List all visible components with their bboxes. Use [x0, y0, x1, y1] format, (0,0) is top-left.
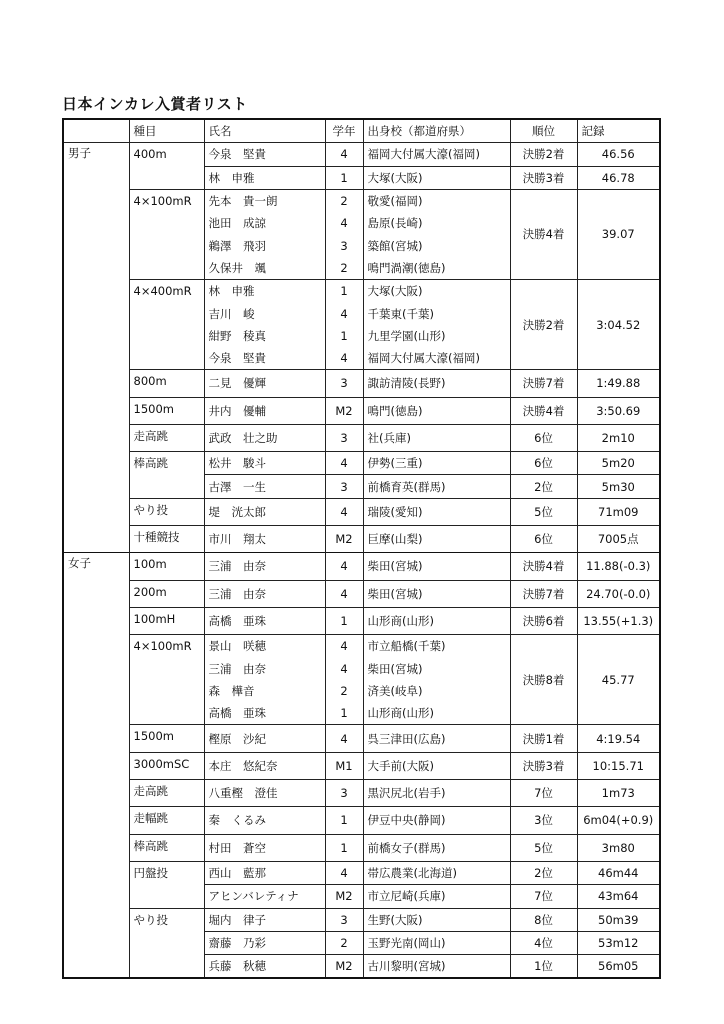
rank-cell: 6位	[510, 452, 577, 475]
event-cell: 3000mSC	[129, 752, 204, 779]
record-cell: 3m80	[577, 834, 660, 861]
record-cell: 46.56	[577, 143, 660, 166]
grade-cell: 1	[325, 834, 363, 861]
rank-cell: 4位	[510, 931, 577, 954]
rank-cell: 2位	[510, 861, 577, 884]
record-cell: 43m64	[577, 885, 660, 908]
grade-cell: 4	[325, 861, 363, 884]
grade-cell: 4	[325, 212, 363, 234]
school-cell: 大塚(大阪)	[363, 166, 510, 189]
record-cell: 11.88(-0.3)	[577, 553, 660, 580]
table-row	[63, 834, 660, 861]
grade-cell: 3	[325, 475, 363, 498]
grade-cell: 1	[325, 702, 363, 725]
school-cell: 玉野光南(岡山)	[363, 931, 510, 954]
athlete-name: 二見 優輝	[204, 370, 325, 397]
school-cell: 柴田(宮城)	[363, 658, 510, 680]
event-cell: やり投	[129, 498, 204, 525]
athlete-name: 久保井 颯	[204, 257, 325, 280]
athlete-name: 井内 優輔	[204, 397, 325, 424]
rank-cell: 決勝6着	[510, 607, 577, 634]
event-cell: 1500m	[129, 397, 204, 424]
rank-cell: 決勝4着	[510, 189, 577, 279]
athlete-name: 松井 駿斗	[204, 452, 325, 475]
event-cell: 1500m	[129, 725, 204, 752]
school-cell: 敬愛(福岡)	[363, 189, 510, 212]
school-cell: 瑞陵(愛知)	[363, 498, 510, 525]
athlete-name: 樫原 沙紀	[204, 725, 325, 752]
grade-cell: M2	[325, 526, 363, 553]
school-cell: 福岡大付属大濠(福岡)	[363, 347, 510, 370]
grade-cell: 3	[325, 424, 363, 451]
table-row	[63, 607, 660, 634]
school-cell: 築館(宮城)	[363, 234, 510, 256]
header-row	[63, 119, 660, 143]
rank-cell: 決勝3着	[510, 166, 577, 189]
grade-cell: 4	[325, 553, 363, 580]
grade-cell: 1	[325, 325, 363, 347]
table-row	[63, 424, 660, 451]
event-cell: 棒高跳	[129, 452, 204, 499]
athlete-name: 鵜澤 飛羽	[204, 234, 325, 256]
header-cell: 学年	[325, 119, 363, 143]
athlete-name: 林 申雅	[204, 280, 325, 303]
grade-cell: 2	[325, 189, 363, 212]
athlete-name: 八重樫 澄佳	[204, 780, 325, 807]
school-cell: 前橋育英(群馬)	[363, 475, 510, 498]
rank-cell: 1位	[510, 955, 577, 979]
event-cell: 十種競技	[129, 526, 204, 553]
event-cell: 4×100mR	[129, 189, 204, 279]
record-cell: 39.07	[577, 189, 660, 279]
grade-cell: 4	[325, 498, 363, 525]
athlete-name: 村田 蒼空	[204, 834, 325, 861]
athlete-name: 三浦 由奈	[204, 658, 325, 680]
rank-cell: 決勝2着	[510, 280, 577, 370]
table-row	[63, 189, 660, 212]
school-cell: 鳴門渦潮(徳島)	[363, 257, 510, 280]
table-row	[63, 752, 660, 779]
athlete-name: 本庄 悠紀奈	[204, 752, 325, 779]
athlete-name: 先本 貴一朗	[204, 189, 325, 212]
grade-cell: 4	[325, 143, 363, 166]
record-cell: 13.55(+1.3)	[577, 607, 660, 634]
record-cell: 2m10	[577, 424, 660, 451]
event-cell: やり投	[129, 908, 204, 978]
rank-cell: 決勝1着	[510, 725, 577, 752]
rank-cell: 決勝2着	[510, 143, 577, 166]
grade-cell: M2	[325, 885, 363, 908]
school-cell: 島原(長崎)	[363, 212, 510, 234]
grade-cell: 3	[325, 370, 363, 397]
record-cell: 7005点	[577, 526, 660, 553]
event-cell: 走高跳	[129, 424, 204, 451]
athlete-name: 林 申雅	[204, 166, 325, 189]
school-cell: 呉三津田(広島)	[363, 725, 510, 752]
athlete-name: 今泉 堅貴	[204, 347, 325, 370]
rank-cell: 7位	[510, 885, 577, 908]
school-cell: 市立尼崎(兵庫)	[363, 885, 510, 908]
school-cell: 大塚(大阪)	[363, 280, 510, 303]
event-cell: 200m	[129, 580, 204, 607]
record-cell: 5m20	[577, 452, 660, 475]
school-cell: 千葉東(千葉)	[363, 302, 510, 324]
header-cell	[63, 119, 129, 143]
record-cell: 45.77	[577, 635, 660, 725]
table-row	[63, 498, 660, 525]
school-cell: 黒沢尻北(岩手)	[363, 780, 510, 807]
grade-cell: 4	[325, 580, 363, 607]
rank-cell: 6位	[510, 424, 577, 451]
table-row	[63, 861, 660, 884]
school-cell: 山形商(山形)	[363, 702, 510, 725]
table-row	[63, 553, 660, 580]
record-cell: 5m30	[577, 475, 660, 498]
grade-cell: M1	[325, 752, 363, 779]
athlete-name: 兵藤 秋穂	[204, 955, 325, 979]
gender-cell: 女子	[63, 553, 129, 979]
athlete-name: 武政 壮之助	[204, 424, 325, 451]
record-cell: 3:04.52	[577, 280, 660, 370]
rank-cell: 2位	[510, 475, 577, 498]
grade-cell: 3	[325, 908, 363, 931]
grade-cell: 4	[325, 635, 363, 658]
rank-cell: 決勝3着	[510, 752, 577, 779]
grade-cell: 4	[325, 302, 363, 324]
record-cell: 50m39	[577, 908, 660, 931]
athlete-name: 西山 藍那	[204, 861, 325, 884]
header-cell: 出身校（都道府県）	[363, 119, 510, 143]
grade-cell: 2	[325, 257, 363, 280]
school-cell: 大手前(大阪)	[363, 752, 510, 779]
table-row	[63, 580, 660, 607]
grade-cell: 1	[325, 607, 363, 634]
record-cell: 1m73	[577, 780, 660, 807]
record-cell: 46m44	[577, 861, 660, 884]
athlete-name: 三浦 由奈	[204, 553, 325, 580]
school-cell: 生野(大阪)	[363, 908, 510, 931]
school-cell: 福岡大付属大濠(福岡)	[363, 143, 510, 166]
school-cell: 九里学園(山形)	[363, 325, 510, 347]
event-cell: 4×400mR	[129, 280, 204, 370]
record-cell: 53m12	[577, 931, 660, 954]
table-row	[63, 143, 660, 166]
header-cell: 種目	[129, 119, 204, 143]
table-row	[63, 370, 660, 397]
page-title: 日本インカレ入賞者リスト	[62, 95, 248, 113]
event-cell: 4×100mR	[129, 635, 204, 725]
rank-cell: 決勝4着	[510, 553, 577, 580]
grade-cell: M2	[325, 955, 363, 979]
school-cell: 伊勢(三重)	[363, 452, 510, 475]
event-cell: 100m	[129, 553, 204, 580]
grade-cell: 1	[325, 280, 363, 303]
event-cell: 走高跳	[129, 780, 204, 807]
school-cell: 古川黎明(宮城)	[363, 955, 510, 979]
athlete-name: 高橋 亜珠	[204, 702, 325, 725]
record-cell: 6m04(+0.9)	[577, 807, 660, 834]
header-cell: 氏名	[204, 119, 325, 143]
record-cell: 46.78	[577, 166, 660, 189]
school-cell: 諏訪清陵(長野)	[363, 370, 510, 397]
rank-cell: 決勝7着	[510, 580, 577, 607]
school-cell: 柴田(宮城)	[363, 580, 510, 607]
rank-cell: 決勝8着	[510, 635, 577, 725]
school-cell: 柴田(宮城)	[363, 553, 510, 580]
school-cell: 山形商(山形)	[363, 607, 510, 634]
school-cell: 済美(岐阜)	[363, 680, 510, 702]
athlete-name: 景山 咲穂	[204, 635, 325, 658]
rank-cell: 7位	[510, 780, 577, 807]
grade-cell: 3	[325, 780, 363, 807]
athlete-name: 三浦 由奈	[204, 580, 325, 607]
record-cell: 56m05	[577, 955, 660, 979]
grade-cell: 2	[325, 680, 363, 702]
athlete-name: 秦 くるみ	[204, 807, 325, 834]
athlete-name: 古澤 一生	[204, 475, 325, 498]
gender-cell: 男子	[63, 143, 129, 553]
rank-cell: 3位	[510, 807, 577, 834]
school-cell: 巨摩(山梨)	[363, 526, 510, 553]
event-cell: 走幅跳	[129, 807, 204, 834]
rank-cell: 5位	[510, 834, 577, 861]
school-cell: 帯広農業(北海道)	[363, 861, 510, 884]
school-cell: 前橋女子(群馬)	[363, 834, 510, 861]
table-row	[63, 725, 660, 752]
rank-cell: 8位	[510, 908, 577, 931]
table-row	[63, 526, 660, 553]
grade-cell: 2	[325, 931, 363, 954]
grade-cell: 4	[325, 452, 363, 475]
athlete-name: 池田 成諒	[204, 212, 325, 234]
event-cell: 100mH	[129, 607, 204, 634]
table-row	[63, 780, 660, 807]
record-cell: 24.70(-0.0)	[577, 580, 660, 607]
rank-cell: 6位	[510, 526, 577, 553]
grade-cell: M2	[325, 397, 363, 424]
header-cell: 順位	[510, 119, 577, 143]
event-cell: 400m	[129, 143, 204, 190]
school-cell: 社(兵庫)	[363, 424, 510, 451]
event-cell: 800m	[129, 370, 204, 397]
record-cell: 10:15.71	[577, 752, 660, 779]
school-cell: 伊豆中央(静岡)	[363, 807, 510, 834]
rank-cell: 決勝7着	[510, 370, 577, 397]
table-row	[63, 908, 660, 931]
table-row	[63, 635, 660, 658]
event-cell: 円盤投	[129, 861, 204, 908]
athlete-name: 紺野 稜真	[204, 325, 325, 347]
athlete-name: 今泉 堅貴	[204, 143, 325, 166]
grade-cell: 3	[325, 234, 363, 256]
athlete-name: 堀内 律子	[204, 908, 325, 931]
athlete-name: 堤 洸太郎	[204, 498, 325, 525]
school-cell: 鳴門(徳島)	[363, 397, 510, 424]
athlete-name: 高橋 亜珠	[204, 607, 325, 634]
grade-cell: 4	[325, 725, 363, 752]
athlete-name: 森 樺音	[204, 680, 325, 702]
athlete-name: アヒンバレティナ	[204, 885, 325, 908]
grade-cell: 1	[325, 807, 363, 834]
record-cell: 3:50.69	[577, 397, 660, 424]
table-row	[63, 452, 660, 475]
record-cell: 71m09	[577, 498, 660, 525]
school-cell: 市立船橋(千葉)	[363, 635, 510, 658]
record-cell: 1:49.88	[577, 370, 660, 397]
record-cell: 4:19.54	[577, 725, 660, 752]
event-cell: 棒高跳	[129, 834, 204, 861]
athlete-name: 市川 翔太	[204, 526, 325, 553]
table-row	[63, 397, 660, 424]
table-row	[63, 280, 660, 303]
grade-cell: 4	[325, 347, 363, 370]
athlete-name: 吉川 峻	[204, 302, 325, 324]
header-cell: 記録	[577, 119, 660, 143]
athlete-name: 齋藤 乃彩	[204, 931, 325, 954]
table-row	[63, 807, 660, 834]
rank-cell: 5位	[510, 498, 577, 525]
grade-cell: 4	[325, 658, 363, 680]
grade-cell: 1	[325, 166, 363, 189]
results-table	[62, 118, 661, 979]
rank-cell: 決勝4着	[510, 397, 577, 424]
